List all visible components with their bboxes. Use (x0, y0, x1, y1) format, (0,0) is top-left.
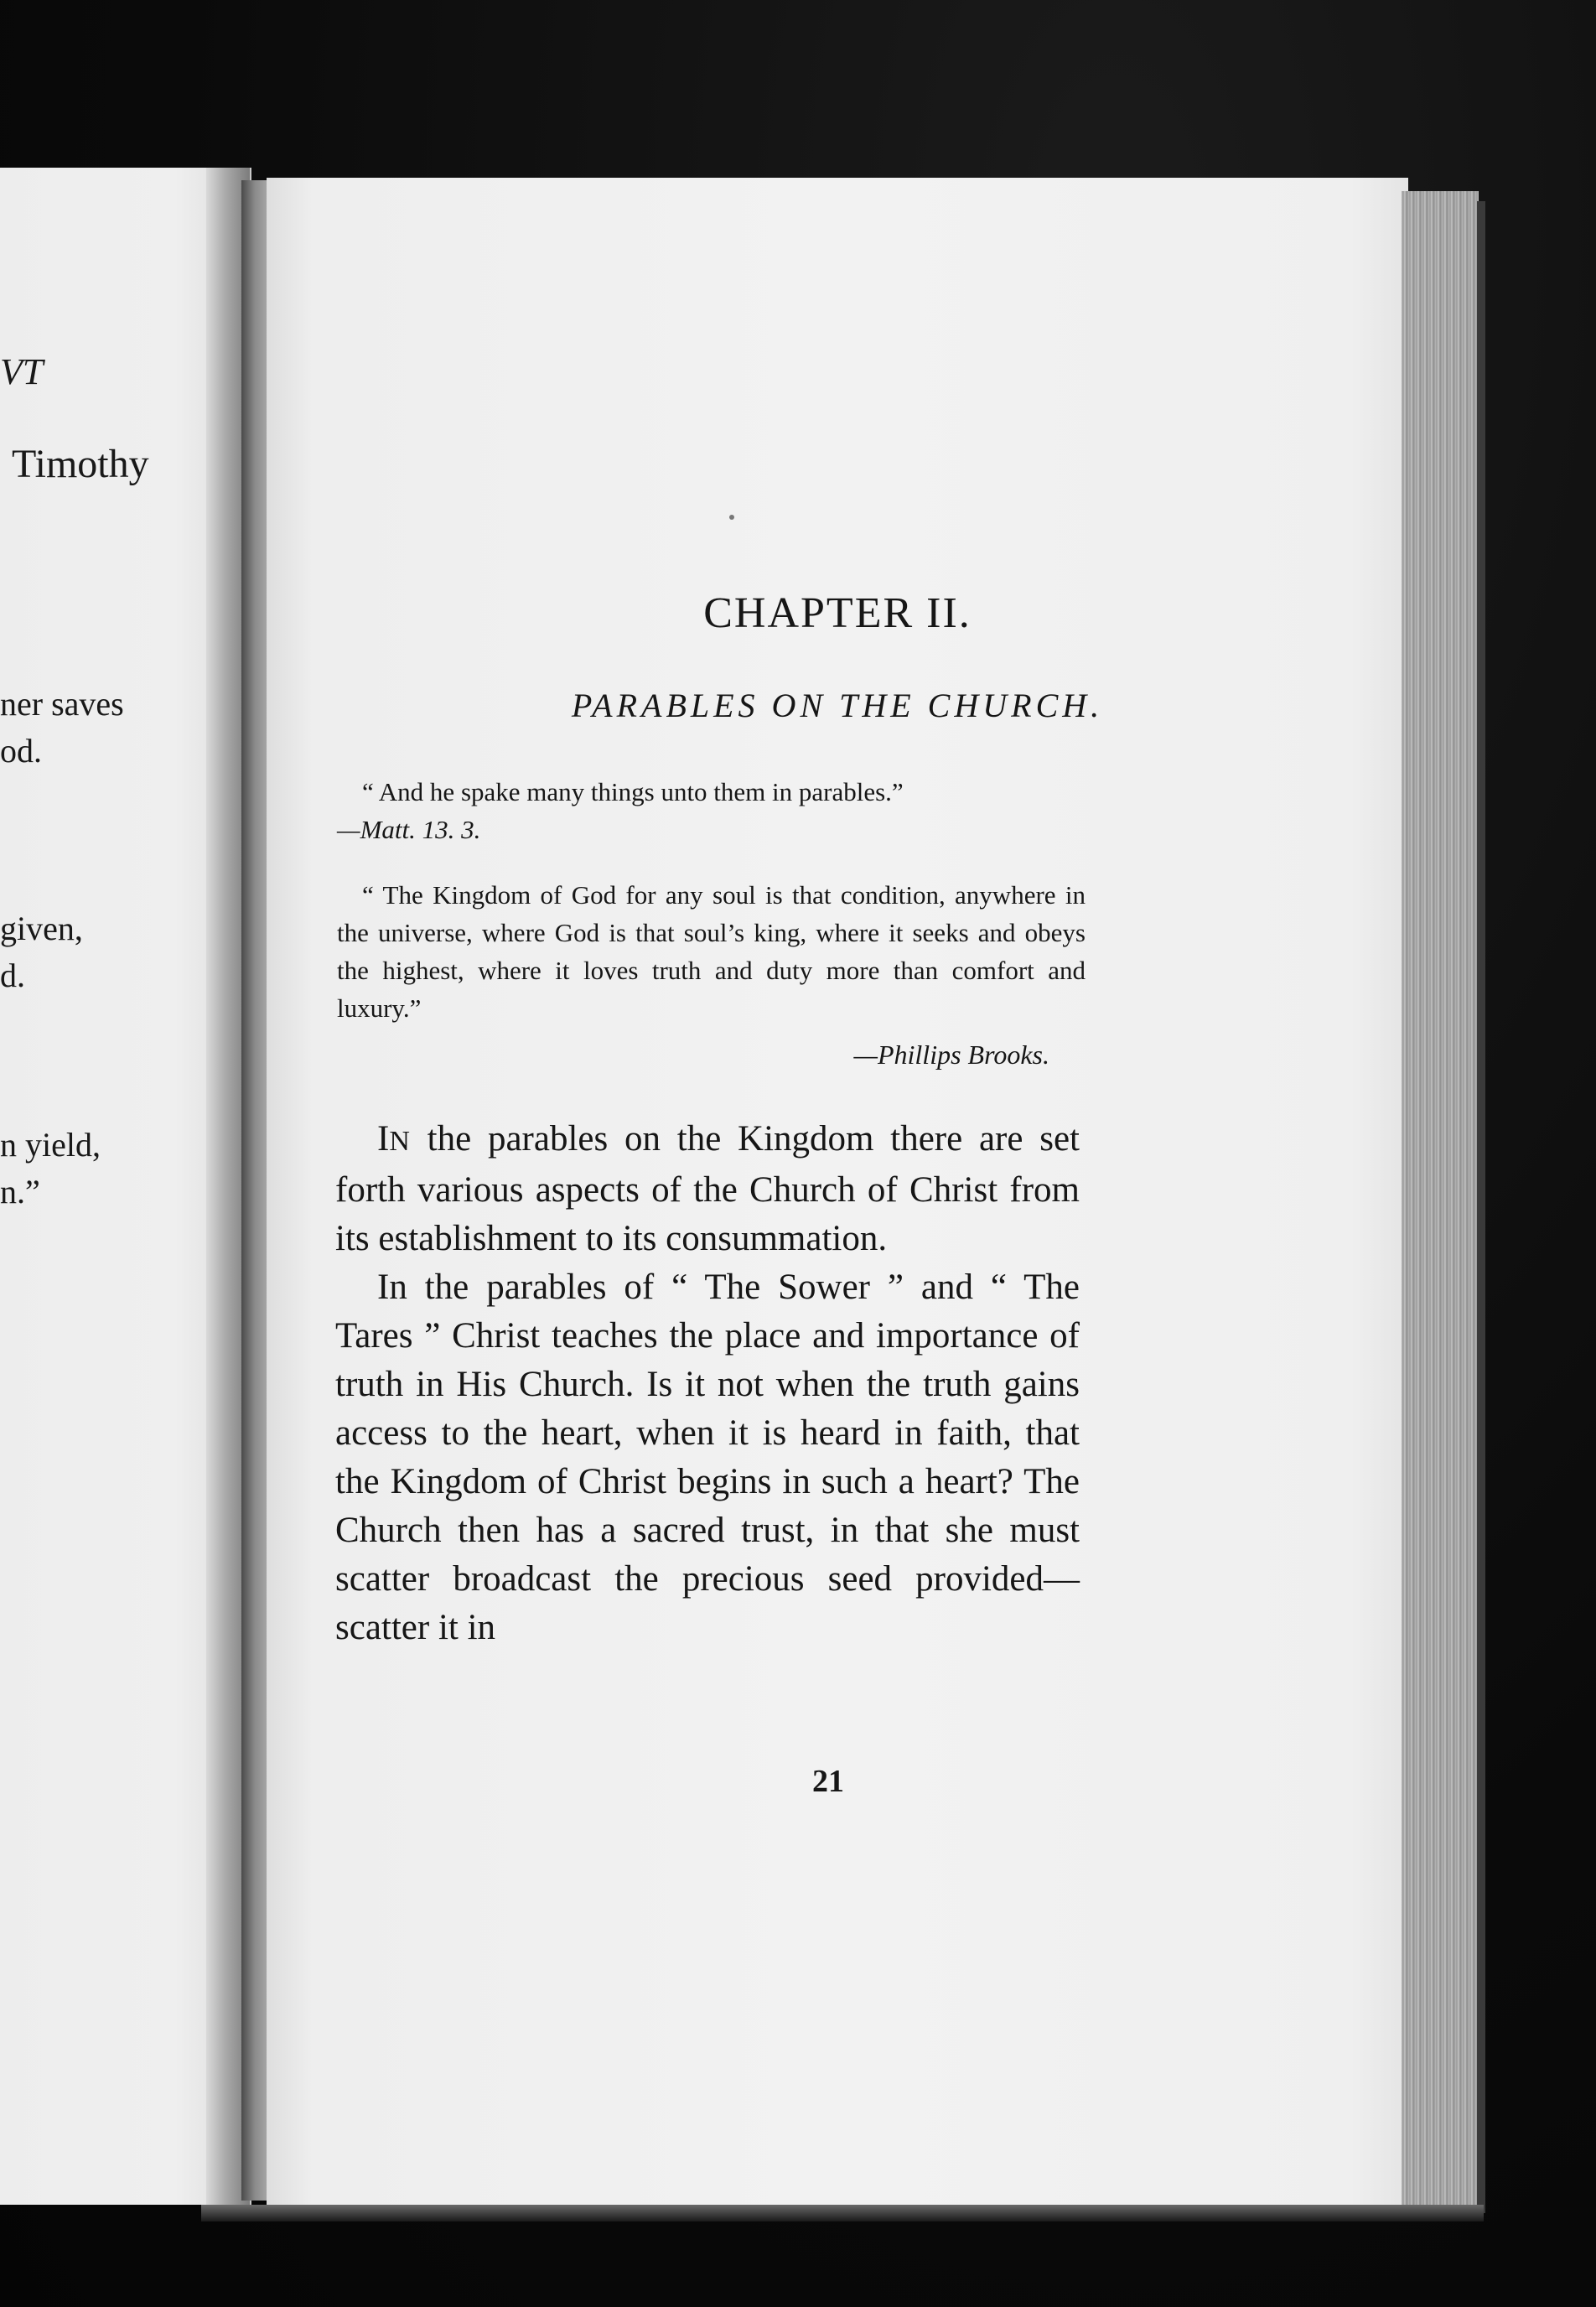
left-page-fragment: VT (0, 351, 44, 392)
body-paragraph: In the parables of “ The Sower ” and “ The Tares ” Christ teaches the place and importance of truth in His Church. Is it not when the truth gains access to the heart, when it is heard in faith, that the Kingdom of Christ begins in such a heart? The Church then has a sacred trust, in that she must scatter broadcast the precious seed provided—scatter it in (335, 1268, 1080, 1647)
chapter-subtitle: PARABLES ON THE CHURCH. (571, 687, 1104, 724)
left-page-fragment: given, (0, 910, 83, 947)
epigraph-1 (337, 773, 1086, 848)
paragraph-text: the parables on the Kingdom there are set forth various aspects of the Church of Christ from its establishment to its consummation. (335, 1119, 1080, 1258)
left-page-fragment: n yield, (0, 1126, 101, 1164)
paper-speck (729, 515, 734, 520)
page-number: 21 (812, 1764, 844, 1799)
small-caps-letter: N (389, 1126, 411, 1157)
book-bottom-shadow (201, 2205, 1484, 2221)
epigraph-citation: —Matt. 13. 3. (337, 815, 481, 844)
page-edge-stack (1402, 191, 1479, 2220)
left-page-fragment: n.” (0, 1173, 40, 1211)
epigraph-quote: “ And he spake many things unto them in parables.” (362, 777, 904, 806)
left-page-fragment: Timothy (12, 442, 149, 486)
chapter-heading: CHAPTER II. (703, 589, 972, 637)
epigraph-citation: —Phillips Brooks. (853, 1039, 1049, 1070)
left-page-fragment: ner saves (0, 685, 124, 723)
page-edge-shadow (1477, 201, 1485, 2213)
left-page-fragment: d. (0, 956, 25, 994)
left-page-fragment: od. (0, 732, 42, 770)
body-paragraph (335, 1115, 1080, 1263)
epigraph-2 (337, 876, 1086, 1027)
body-text (335, 1115, 1080, 1652)
drop-initial: I (377, 1119, 390, 1159)
epigraph-quote: “ The Kingdom of God for any soul is that condition, anywhere in the universe, where God is that soul’s king, where it seeks and obeys the highest, where it loves truth and duty more than comfort and luxury.” (337, 880, 1086, 1023)
